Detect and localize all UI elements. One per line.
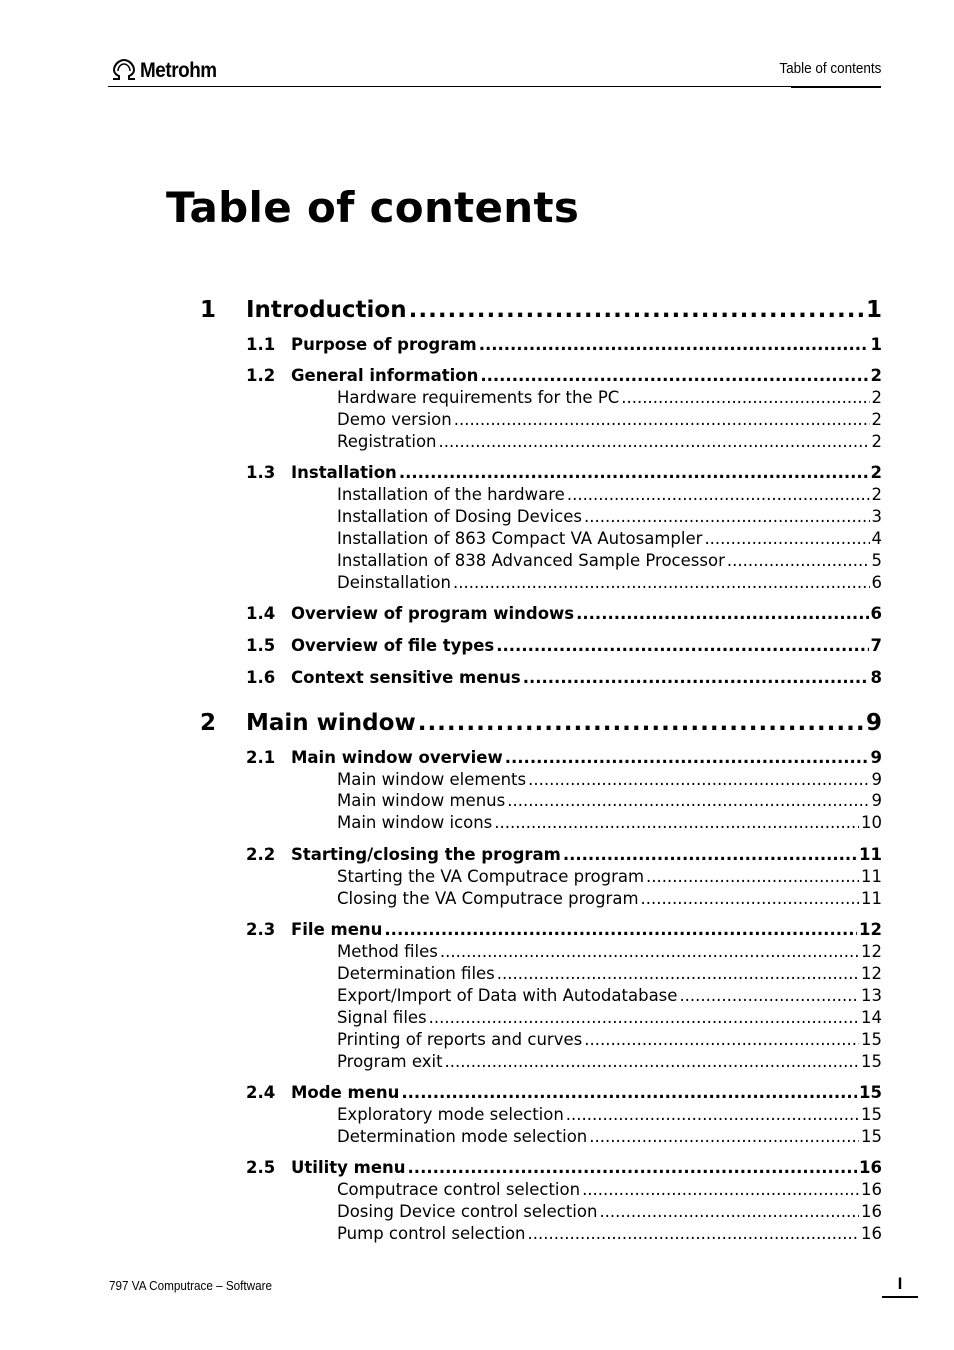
toc-sub-entry[interactable] [337,1202,882,1221]
toc-entry-title: General information [291,366,479,385]
toc-entry-title: Printing of reports and curves [337,1030,583,1049]
toc-entry-page: 13 [861,986,882,1005]
toc-entry-title: Main window [246,710,416,736]
toc-entry-number: 1.3 [246,463,276,482]
toc-entry-page: 11 [861,889,882,908]
toc-sec-entry[interactable] [246,636,882,655]
toc-entry-title: Main window icons [337,813,493,832]
toc-sub-entry[interactable] [337,1105,882,1124]
toc-sec-entry[interactable] [246,1083,882,1102]
toc-sub-entry[interactable] [337,432,882,451]
toc-dot-leader [418,710,864,736]
toc-entry-title: Mode menu [291,1083,400,1102]
toc-entry-title: Dosing Device control selection [337,1202,598,1221]
toc-sub-entry[interactable] [337,529,882,548]
toc-sub-entry[interactable] [337,1127,882,1146]
toc-entry-title: Main window menus [337,791,506,810]
toc-entry-title: Installation [291,463,397,482]
toc-dot-leader [453,573,870,592]
toc-entry-title: Pump control selection [337,1224,526,1243]
toc-entry-page: 14 [861,1008,882,1027]
toc-entry-page: 6 [870,604,882,623]
toc-entry-page: 8 [870,668,882,687]
toc-entry-number: 2.5 [246,1158,276,1177]
toc-entry-title: Export/Import of Data with Autodatabase [337,986,678,1005]
toc-sub-entry[interactable] [337,507,882,526]
toc-dot-leader [563,845,857,864]
toc-entry-title: Deinstallation [337,573,451,592]
toc-entry-title: Hardware requirements for the PC [337,388,620,407]
logo-text: Metrohm [140,59,217,82]
toc-entry-page: 7 [870,636,882,655]
omega-logo-icon [110,58,138,82]
toc-entry-page: 2 [871,432,882,451]
toc-chap-entry[interactable] [200,710,882,736]
toc-entry-title: File menu [291,920,383,939]
toc-entry-page: 2 [871,485,882,504]
toc-dot-leader [408,1158,858,1177]
toc-dot-leader [440,942,859,961]
toc-entry-number: 1.4 [246,604,276,623]
toc-sub-entry[interactable] [337,964,882,983]
toc-dot-leader [384,920,857,939]
toc-entry-number: 2.1 [246,748,276,767]
toc-entry-title: Introduction [246,297,407,323]
toc-entry-title: Closing the VA Computrace program [337,889,639,908]
toc-dot-leader [528,1224,859,1243]
toc-entry-page: 16 [859,1158,882,1177]
toc-sec-entry[interactable] [246,668,882,687]
toc-dot-leader [507,791,869,810]
toc-dot-leader [497,964,859,983]
toc-sub-entry[interactable] [337,986,882,1005]
toc-sec-entry[interactable] [246,366,882,385]
toc-sub-entry[interactable] [337,889,882,908]
toc-sub-entry[interactable] [337,410,882,429]
toc-dot-leader [528,770,869,789]
toc-sec-entry[interactable] [246,604,882,623]
metrohm-logo [110,58,225,82]
toc-dot-leader [479,335,869,354]
toc-sec-entry[interactable] [246,1158,882,1177]
toc-entry-page: 15 [861,1052,882,1071]
toc-entry-title: Determination mode selection [337,1127,588,1146]
toc-entry-page: 16 [861,1202,882,1221]
toc-entry-page: 11 [861,867,882,886]
toc-entry-title: Determination files [337,964,495,983]
toc-dot-leader [599,1202,859,1221]
header-rule [108,86,881,87]
toc-entry-title: Computrace control selection [337,1180,581,1199]
toc-entry-page: 10 [861,813,882,832]
toc-sub-entry[interactable] [337,770,882,789]
toc-entry-number: 1.2 [246,366,276,385]
toc-entry-number: 1.5 [246,636,276,655]
footer-page-number: I [882,1272,918,1298]
toc-entry-page: 6 [871,573,882,592]
toc-dot-leader [399,463,869,482]
toc-entry-page: 15 [861,1105,882,1124]
toc-dot-leader [566,1105,859,1124]
toc-entry-page: 15 [861,1030,882,1049]
toc-dot-leader [454,410,870,429]
toc-sub-entry[interactable] [337,813,882,832]
toc-entry-page: 9 [870,748,882,767]
toc-sub-entry[interactable] [337,1180,882,1199]
toc-sec-entry[interactable] [246,335,882,354]
toc-dot-leader [523,668,869,687]
toc-entry-page: 1 [865,297,882,323]
toc-sub-entry[interactable] [337,791,882,810]
toc-entry-number: 1 [200,297,217,323]
header-rule-accent [791,86,881,88]
toc-entry-number: 2.2 [246,845,276,864]
toc-chap-entry[interactable] [200,297,882,323]
toc-entry-title: Utility menu [291,1158,406,1177]
toc-sub-entry[interactable] [337,1224,882,1243]
toc-dot-leader [445,1052,859,1071]
toc-entry-page: 12 [859,920,882,939]
toc-sec-entry[interactable] [246,845,882,864]
toc-entry-title: Exploratory mode selection [337,1105,564,1124]
toc-entry-title: Installation of 838 Advanced Sample Processor [337,551,725,570]
toc-entry-title: Overview of program windows [291,604,575,623]
toc-entry-page: 2 [871,410,882,429]
toc-entry-page: 11 [859,845,882,864]
toc-dot-leader [621,388,869,407]
toc-entry-number: 2.4 [246,1083,276,1102]
toc-dot-leader [704,529,869,548]
toc-dot-leader [439,432,870,451]
toc-entry-page: 1 [870,335,882,354]
toc-sub-entry[interactable] [337,867,882,886]
toc-sec-entry[interactable] [246,748,882,767]
toc-sub-entry[interactable] [337,485,882,504]
toc-dot-leader [641,889,859,908]
toc-entry-page: 16 [861,1224,882,1243]
toc-dot-leader [646,867,859,886]
toc-entry-page: 9 [871,791,882,810]
toc-entry-page: 12 [861,964,882,983]
toc-entry-page: 15 [861,1127,882,1146]
toc-sub-entry[interactable] [337,1008,882,1027]
toc-entry-page: 9 [865,710,882,736]
toc-dot-leader [401,1083,857,1102]
toc-entry-title: Starting the VA Computrace program [337,867,645,886]
toc-entry-title: Registration [337,432,437,451]
toc-dot-leader [679,986,859,1005]
toc-entry-page: 3 [871,507,882,526]
toc-entry-title: Installation of the hardware [337,485,565,504]
toc-dot-leader [727,551,870,570]
toc-entry-page: 5 [871,551,882,570]
toc-entry-title: Signal files [337,1008,427,1027]
toc-dot-leader [480,366,868,385]
toc-sub-entry[interactable] [337,1030,882,1049]
toc-entry-number: 2 [200,710,217,736]
toc-entry-title: Main window elements [337,770,527,789]
toc-entry-page: 2 [871,388,882,407]
toc-entry-page: 15 [859,1083,882,1102]
toc-sub-entry[interactable] [337,1052,882,1071]
toc-entry-page: 2 [870,366,882,385]
toc-dot-leader [567,485,870,504]
toc-sub-entry[interactable] [337,942,882,961]
toc-sub-entry[interactable] [337,573,882,592]
toc-entry-number: 1.6 [246,668,276,687]
toc-entry-title: Method files [337,942,438,961]
toc-entry-title: Context sensitive menus [291,668,521,687]
toc-dot-leader [582,1180,859,1199]
toc-sub-entry[interactable] [337,551,882,570]
header-section-title: Table of contents [778,60,881,77]
toc-dot-leader [576,604,868,623]
toc-sec-entry[interactable] [246,463,882,482]
toc-entry-title: Installation of 863 Compact VA Autosampler [337,529,703,548]
toc-entry-page: 12 [861,942,882,961]
toc-entry-title: Starting/closing the program [291,845,561,864]
toc-dot-leader [494,813,859,832]
toc-entry-title: Main window overview [291,748,503,767]
toc-sub-entry[interactable] [337,388,882,407]
toc-dot-leader [496,636,868,655]
toc-sec-entry[interactable] [246,920,882,939]
toc-dot-leader [584,1030,859,1049]
toc-dot-leader [589,1127,859,1146]
toc-entry-page: 2 [870,463,882,482]
page-title: Table of contents [166,183,580,232]
toc-entry-number: 2.3 [246,920,276,939]
footer-document-title: 797 VA Computrace – Software [109,1278,273,1293]
toc-dot-leader [505,748,869,767]
toc-dot-leader [429,1008,859,1027]
toc-entry-page: 16 [861,1180,882,1199]
toc-entry-title: Overview of file types [291,636,495,655]
toc-entry-page: 9 [871,770,882,789]
toc-dot-leader [409,297,864,323]
toc-entry-title: Purpose of program [291,335,477,354]
toc-entry-title: Installation of Dosing Devices [337,507,582,526]
toc-dot-leader [584,507,870,526]
toc-entry-number: 1.1 [246,335,276,354]
toc-entry-title: Demo version [337,410,452,429]
toc-entry-page: 4 [871,529,882,548]
toc-entry-title: Program exit [337,1052,443,1071]
